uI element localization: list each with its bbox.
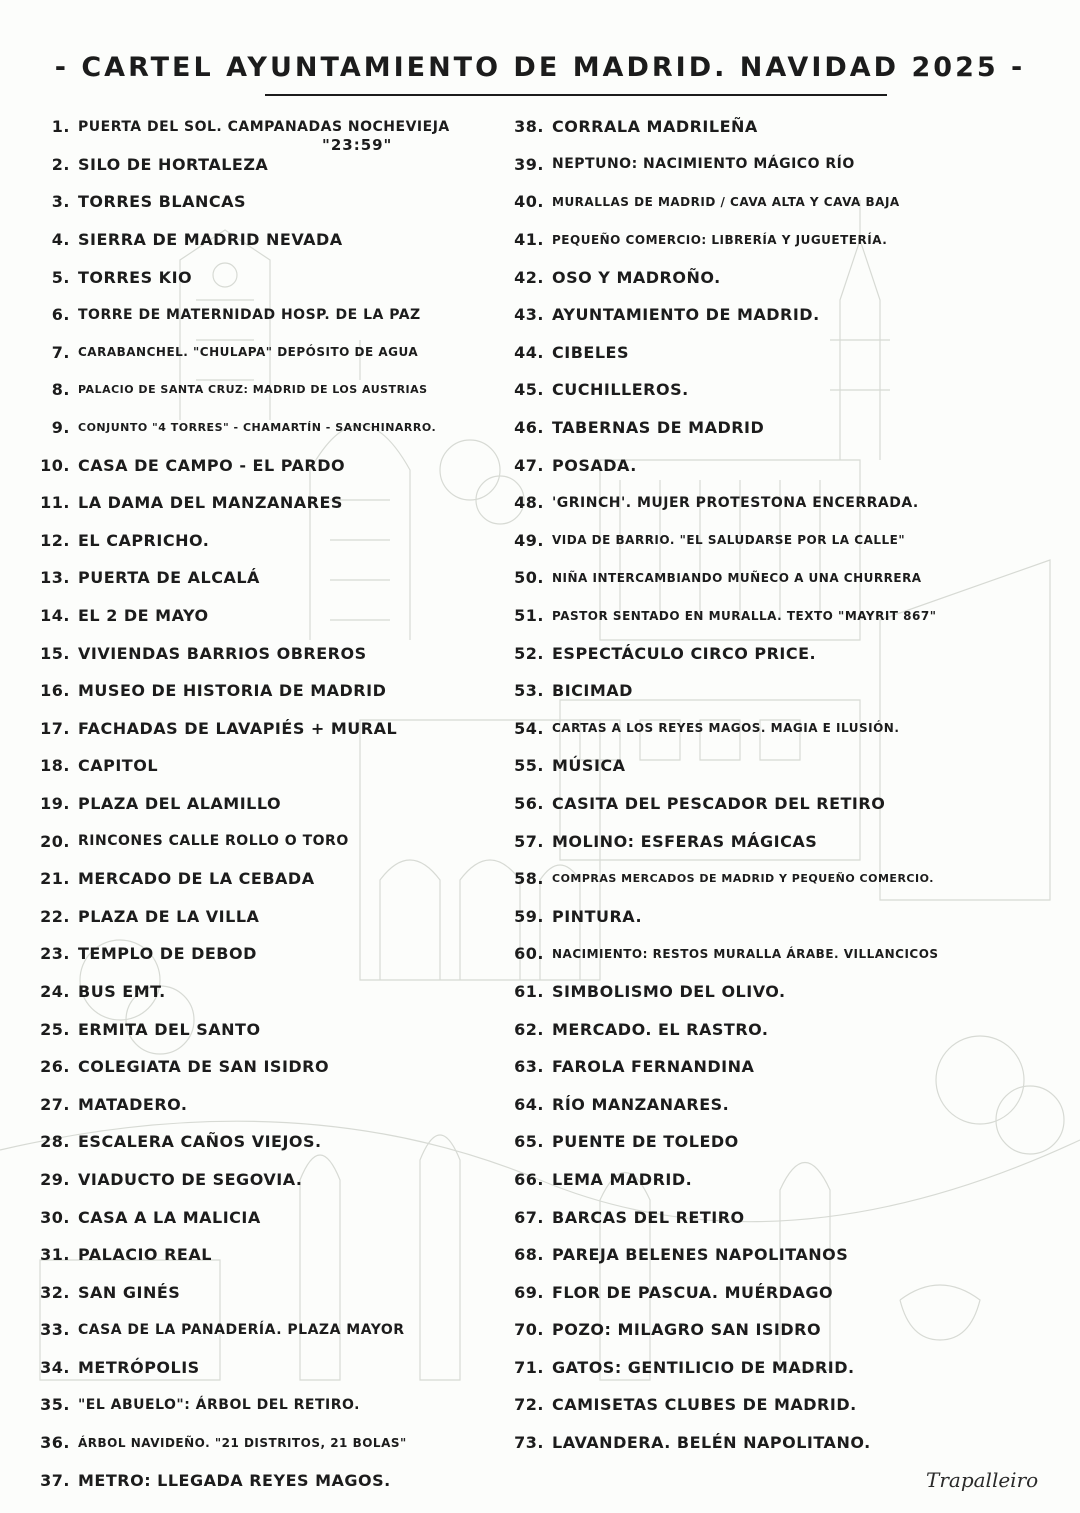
item-number: 63. [514,1057,544,1077]
item-number: 23. [40,944,70,964]
item-number: 4. [51,230,70,250]
item-text: CONJUNTO "4 TORRES" - CHAMARTÍN - SANCHINARRO. [78,421,437,435]
item-text: PLAZA DE LA VILLA [78,906,260,926]
item-text: PALACIO REAL [78,1245,212,1265]
list-item [508,785,1068,823]
item-number: 62. [514,1019,544,1039]
item-number: 68. [514,1245,544,1265]
legend-list-right [508,108,1068,1461]
item-text: TORRES KIO [78,267,193,287]
item-text: POZO: MILAGRO SAN ISIDRO [552,1320,822,1340]
item-text: RINCONES CALLE ROLLO O TORO [78,833,349,850]
item-text: CUCHILLEROS. [552,380,689,400]
item-text: BARCAS DEL RETIRO [552,1207,745,1227]
list-item [26,710,504,748]
item-number: 10. [40,455,70,475]
item-text: 'GRINCH'. MUJER PROTESTONA ENCERRADA. [552,494,919,511]
item-number: 66. [514,1169,544,1189]
list-item [26,1085,504,1123]
item-number: 21. [40,869,70,889]
item-text: ESCALERA CAÑOS VIEJOS. [78,1132,322,1152]
item-text: VIVIENDAS BARRIOS OBREROS [78,643,367,663]
list-item [508,1424,1068,1462]
list-item [508,221,1068,259]
item-text: FLOR DE PASCUA. MUÉRDAGO [552,1282,834,1302]
item-number: 42. [514,267,544,287]
item-number: 69. [514,1282,544,1302]
title-underline [265,94,887,96]
list-item [26,1123,504,1161]
item-number: 59. [514,906,544,926]
list-item [508,1311,1068,1349]
list-item [508,634,1068,672]
list-item [508,258,1068,296]
item-number: 41. [514,230,544,250]
list-item [508,672,1068,710]
item-text: PAREJA BELENES NAPOLITANOS [552,1245,849,1265]
list-item [26,1461,504,1499]
list-item [508,522,1068,560]
list-item [26,258,504,296]
item-text: VIDA DE BARRIO. "EL SALUDARSE POR LA CALLE" [552,533,906,548]
list-item [26,1311,504,1349]
item-text: CASA A LA MALICIA [78,1207,261,1227]
item-number: 51. [514,606,544,626]
list-item [26,935,504,973]
item-number: 57. [514,831,544,851]
item-number: 39. [514,154,544,174]
item-number: 61. [514,981,544,1001]
item-number: 48. [514,493,544,513]
item-text: CASITA DEL PESCADOR DEL RETIRO [552,793,886,813]
item-text: METRÓPOLIS [78,1357,200,1377]
item-number: 18. [40,756,70,776]
item-number: 65. [514,1132,544,1152]
list-item [508,334,1068,372]
item-text: MUSEO DE HISTORIA DE MADRID [78,681,387,701]
item-text: EL CAPRICHO. [78,530,210,550]
item-number: 27. [40,1094,70,1114]
list-item [26,1386,504,1424]
item-text: MÚSICA [552,756,626,776]
item-number: 30. [40,1207,70,1227]
item-text: AYUNTAMIENTO DE MADRID. [552,305,820,325]
item-number: 45. [514,380,544,400]
item-number: 67. [514,1207,544,1227]
item-text: SIMBOLISMO DEL OLIVO. [552,981,786,1001]
poster-title: - CARTEL AYUNTAMIENTO DE MADRID. NAVIDAD 2025 - [54,52,1026,83]
item-text: NIÑA INTERCAMBIANDO MUÑECO A UNA CHURRERA [552,570,922,585]
list-item [26,108,504,146]
list-item [26,1273,504,1311]
list-item [26,1236,504,1274]
item-number: 46. [514,418,544,438]
item-text: PUERTA DEL SOL. CAMPANADAS NOCHEVIEJA [78,118,450,135]
list-item [508,371,1068,409]
item-number: 29. [40,1169,70,1189]
item-number: 31. [40,1245,70,1265]
list-item [508,973,1068,1011]
list-item [508,146,1068,184]
item-number: 58. [514,869,544,889]
item-text: CARTAS A LOS REYES MAGOS. MAGIA E ILUSIÓN. [552,721,900,736]
item-text: MATADERO. [78,1094,188,1114]
item-number: 24. [40,981,70,1001]
item-number: 70. [514,1320,544,1340]
list-item [508,860,1068,898]
list-item [26,785,504,823]
item-number: 11. [40,493,70,513]
item-number: 7. [51,342,70,362]
list-item [508,747,1068,785]
item-text: PEQUEÑO COMERCIO: LIBRERÍA Y JUGUETERÍA. [552,232,888,247]
item-number: 32. [40,1282,70,1302]
item-number: 71. [514,1357,544,1377]
item-number: 22. [40,906,70,926]
list-item [508,1198,1068,1236]
item-text: TORRE DE MATERNIDAD HOSP. DE LA PAZ [78,306,421,323]
item-text: METRO: LLEGADA REYES MAGOS. [78,1470,391,1490]
item-text: LEMA MADRID. [552,1169,693,1189]
item-number: 14. [40,606,70,626]
item-text: PINTURA. [552,906,643,926]
list-item [26,1161,504,1199]
list-item [26,1198,504,1236]
item-number: 40. [514,192,544,212]
list-item [26,371,504,409]
item-number: 73. [514,1433,544,1453]
list-item [26,597,504,635]
item-text: MOLINO: ESFERAS MÁGICAS [552,831,818,851]
item-number: 16. [40,681,70,701]
item-text: BICIMAD [552,681,633,701]
item-text: SAN GINÉS [78,1282,181,1302]
list-item [26,559,504,597]
list-item [26,446,504,484]
item-text: LA DAMA DEL MANZANARES [78,493,343,513]
list-item [508,597,1068,635]
list-item [508,1010,1068,1048]
list-item [26,973,504,1011]
list-item [26,484,504,522]
list-item [508,1273,1068,1311]
list-item [508,108,1068,146]
item-text: TORRES BLANCAS [78,192,246,212]
list-item [508,897,1068,935]
list-item [508,409,1068,447]
item-text: CARABANCHEL. "CHULAPA" DEPÓSITO DE AGUA [78,345,419,360]
list-item [508,183,1068,221]
item-number: 49. [514,530,544,550]
list-item [26,822,504,860]
list-item [508,1048,1068,1086]
list-item [508,446,1068,484]
item-text: RÍO MANZANARES. [552,1094,730,1114]
item-text: POSADA. [552,455,637,475]
item-number: 52. [514,643,544,663]
item-number: 26. [40,1057,70,1077]
list-item [26,897,504,935]
list-item [508,822,1068,860]
item-text: OSO Y MADROÑO. [552,267,721,287]
item-number: 9. [51,418,70,438]
item-text: PUERTA DE ALCALÁ [78,568,260,588]
list-item [508,710,1068,748]
item-number: 54. [514,718,544,738]
list-item [26,1048,504,1086]
list-item [508,296,1068,334]
item-text: BUS EMT. [78,981,166,1001]
item-number: 20. [40,831,70,851]
item-text: NEPTUNO: NACIMIENTO MÁGICO RÍO [552,156,855,173]
item-number: 2. [51,154,70,174]
item-number: 19. [40,793,70,813]
item-text: GATOS: GENTILICIO DE MADRID. [552,1357,855,1377]
item-number: 55. [514,756,544,776]
list-item [26,146,504,184]
item-number: 72. [514,1395,544,1415]
list-item [26,522,504,560]
item-text: TABERNAS DE MADRID [552,418,765,438]
item-number: 47. [514,455,544,475]
item-number: 43. [514,305,544,325]
artist-signature: Trapalleiro [926,1468,1039,1492]
item-number: 6. [51,305,70,325]
list-item [26,672,504,710]
list-item [26,1424,504,1462]
item-number: 8. [51,380,70,400]
legend-list-left [26,108,504,1499]
item-text: PUENTE DE TOLEDO [552,1132,739,1152]
list-item [508,484,1068,522]
item-text: PASTOR SENTADO EN MURALLA. TEXTO "MAYRIT 867" [552,608,937,623]
item-number: 1. [51,117,70,137]
list-item [26,221,504,259]
item-text: FACHADAS DE LAVAPIÉS + MURAL [78,718,398,738]
list-item [26,1010,504,1048]
item-text: CASA DE CAMPO - EL PARDO [78,455,346,475]
item-text: EL 2 DE MAYO [78,606,209,626]
item-number: 36. [40,1433,70,1453]
item-text: SILO DE HORTALEZA [78,154,269,174]
item-text: ÁRBOL NAVIDEÑO. "21 DISTRITOS, 21 BOLAS" [78,1435,407,1450]
item-number: 28. [40,1132,70,1152]
item-text: PLAZA DEL ALAMILLO [78,793,282,813]
item-text: COMPRAS MERCADOS DE MADRID Y PEQUEÑO COMERCIO. [552,872,934,886]
item-number: 15. [40,643,70,663]
item-text: CIBELES [552,342,629,362]
list-item [508,1085,1068,1123]
item-text: ERMITA DEL SANTO [78,1019,261,1039]
item-text: ESPECTÁCULO CIRCO PRICE. [552,643,817,663]
item-number: 44. [514,342,544,362]
item-number: 35. [40,1395,70,1415]
item-text: MERCADO. EL RASTRO. [552,1019,769,1039]
list-item [508,1349,1068,1387]
list-item [26,334,504,372]
item-text: CAPITOL [78,756,159,776]
item-number: 3. [51,192,70,212]
item-text: PALACIO DE SANTA CRUZ: MADRID DE LOS AUSTRIAS [78,383,428,397]
list-item [26,296,504,334]
item-text: FAROLA FERNANDINA [552,1057,755,1077]
item-text: VIADUCTO DE SEGOVIA. [78,1169,303,1189]
list-item [26,634,504,672]
item-text: COLEGIATA DE SAN ISIDRO [78,1057,330,1077]
item-number: 56. [514,793,544,813]
list-item [508,1123,1068,1161]
item-number: 33. [40,1320,70,1340]
item-text: LAVANDERA. BELÉN NAPOLITANO. [552,1433,871,1453]
item-text: NACIMIENTO: RESTOS MURALLA ÁRABE. VILLANCICOS [552,946,939,961]
list-item [508,935,1068,973]
list-item [26,1349,504,1387]
item-number: 38. [514,117,544,137]
list-item [508,1236,1068,1274]
item-text: CORRALA MADRILEÑA [552,117,758,137]
list-item [26,747,504,785]
item-text: "EL ABUELO": ÁRBOL DEL RETIRO. [78,1396,360,1413]
list-item [26,860,504,898]
item-number: 12. [40,530,70,550]
list-item [26,183,504,221]
item-number: 13. [40,568,70,588]
midnight-note: "23:59" [322,136,393,154]
item-text: MERCADO DE LA CEBADA [78,869,315,889]
item-number: 37. [40,1470,70,1490]
list-item [508,1161,1068,1199]
item-number: 34. [40,1357,70,1377]
item-number: 25. [40,1019,70,1039]
item-number: 17. [40,718,70,738]
item-text: MURALLAS DE MADRID / CAVA ALTA Y CAVA BAJA [552,194,900,209]
item-number: 64. [514,1094,544,1114]
list-item [26,409,504,447]
list-item [508,559,1068,597]
item-number: 5. [51,267,70,287]
item-text: TEMPLO DE DEBOD [78,944,257,964]
item-text: SIERRA DE MADRID NEVADA [78,230,343,250]
item-number: 53. [514,681,544,701]
item-number: 60. [514,944,544,964]
item-text: CASA DE LA PANADERÍA. PLAZA MAYOR [78,1321,405,1338]
item-text: CAMISETAS CLUBES DE MADRID. [552,1395,857,1415]
list-item [508,1386,1068,1424]
item-number: 50. [514,568,544,588]
